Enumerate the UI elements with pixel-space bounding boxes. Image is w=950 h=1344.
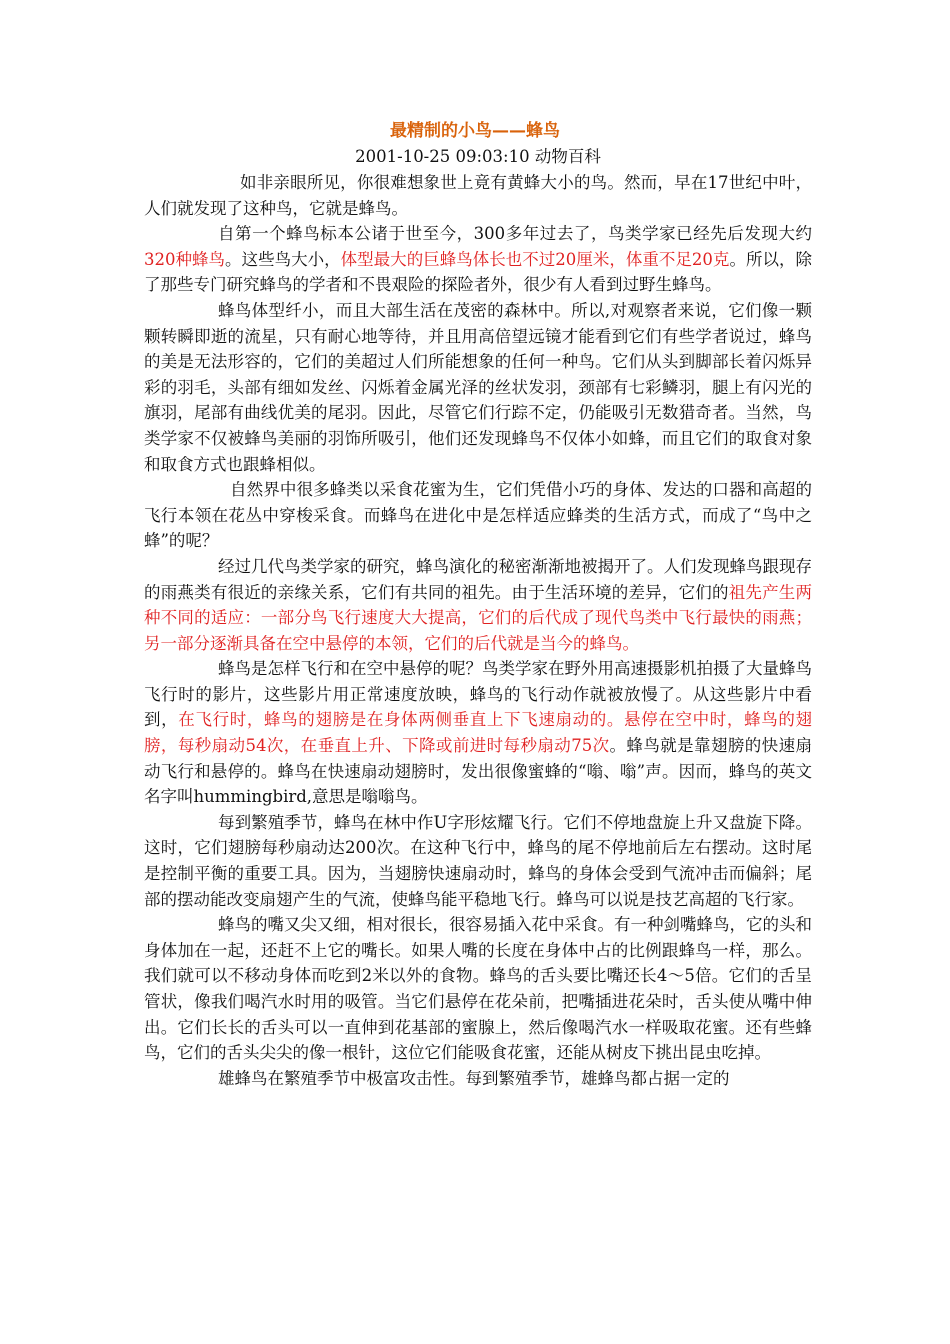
paragraph-2-text-c: 。这些鸟大小， bbox=[225, 249, 341, 269]
paragraph-2-text-a: 自第一个蜂鸟标本公诸于世至今，300多年过去了，鸟类学家已经先后发现大约 bbox=[218, 224, 812, 244]
paragraph-1: 如非亲眼所见，你很难想象世上竟有黄蜂大小的鸟。然而，早在17世纪中叶，人们就发现了这种鸟，它就是蜂鸟。 bbox=[144, 173, 812, 218]
paragraph-2-text-e: 。所以，除了那些专门研究蜂鸟的学者和不畏艰险的探险者外，很少有人看到过野生蜂鸟。 bbox=[144, 249, 812, 295]
document-page bbox=[144, 118, 812, 1091]
article-meta: 2001-10-25 09:03:10 动物百科 bbox=[355, 147, 601, 166]
paragraph-4: 自然界中很多蜂类以采食花蜜为生，它们凭借小巧的身体、发达的口器和高超的飞行本领在花丛中穿梭采食。而蜂鸟在进化中是怎样适应蜂类的生活方式，而成了“鸟中之蜂”的呢？ bbox=[144, 480, 812, 551]
paragraph-2 bbox=[144, 221, 812, 298]
paragraph-9: 雄蜂鸟在繁殖季节中极富攻击性。每到繁殖季节，雄蜂鸟都占据一定的 bbox=[218, 1068, 730, 1088]
paragraph-6-text-c: 。蜂鸟就是靠翅膀的快速扇动飞行和悬停的。蜂鸟在快速扇动翅膀时，发出很像蜜蜂的“嗡、嗡”声。因而，蜂鸟的英文名字叫hummingbird,意思是嗡嗡鸟。 bbox=[144, 736, 813, 807]
article-title: 最精制的小鸟——蜂鸟 bbox=[390, 121, 560, 141]
paragraph-6-text-a: 蜂鸟是怎样飞行和在空中悬停的呢？鸟类学家在野外用高速摄影机拍摄了大量蜂鸟飞行时的影片，这些影片用正常速度放映，蜂鸟的飞行动作就被放慢了。从这些影片中看到， bbox=[144, 659, 812, 730]
paragraph-5-highlight: 祖先产生两种不同的适应：一部分鸟飞行速度大大提高，它们的后代成了现代鸟类中飞行最快的雨燕；另一部分逐渐具备在空中悬停的本领，它们的后代就是当今的蜂鸟。 bbox=[144, 582, 813, 653]
paragraph-7: 每到繁殖季节，蜂鸟在林中作U字形炫耀飞行。它们不停地盘旋上升又盘旋下降。这时，它们翅膀每秒扇动达200次。在这种飞行中，蜂鸟的尾不停地前后左右摆动。这时尾是控制平衡的重要工具。因为，当翅膀快速扇动时，蜂鸟的身体会受到气流冲击而偏斜；尾部的摆动能改变扇翅产生的气流，使蜂鸟能平稳地飞行。蜂鸟可以说是技艺高超的飞行家。 bbox=[144, 812, 812, 909]
paragraph-5-text-a: 经过几代鸟类学家的研究，蜂鸟演化的秘密渐渐地被揭开了。人们发现蜂鸟跟现存的雨燕类有很近的亲缘关系，它们有共同的祖先。由于生活环境的差异，它们的 bbox=[144, 556, 812, 602]
paragraph-2-highlight-species: 320种蜂鸟 bbox=[144, 249, 226, 269]
paragraph-6-highlight: 在飞行时，蜂鸟的翅膀是在身体两侧垂直上下飞速扇动的。悬停在空中时，蜂鸟的翅膀，每秒扇动54次，在垂直上升、下降或前进时每秒扇动75次 bbox=[144, 710, 813, 756]
paragraph-5 bbox=[144, 554, 812, 656]
paragraph-6 bbox=[144, 656, 812, 810]
paragraph-2-highlight-size: 体型最大的巨蜂鸟体长也不过20厘米，体重不足20克 bbox=[340, 249, 730, 269]
paragraph-3: 蜂鸟体型纤小，而且大部生活在茂密的森林中。所以,对观察者来说，它们像一颗颗转瞬即逝的流星，只有耐心地等待，并且用高倍望远镜才能看到它们有些学者说过，蜂鸟的美是无法形容的，它们的美超过人们所能想象的任何一种鸟。它们从头到脚部长着闪烁异彩的羽毛，头部有细如发丝、闪烁着金属光泽的丝状发羽，颈部有七彩鳞羽，腿上有闪光的旗羽，尾部有曲线优美的尾羽。因此，尽管它们行踪不定，仍能吸引无数猎奇者。当然，鸟类学家不仅被蜂鸟美丽的羽饰所吸引，他们还发现蜂鸟不仅体小如蜂，而且它们的取食对象和取食方式也跟蜂相似。 bbox=[144, 300, 812, 474]
paragraph-8: 蜂鸟的嘴又尖又细，相对很长，很容易插入花中采食。有一种剑嘴蜂鸟，它的头和身体加在一起，还赶不上它的嘴长。如果人嘴的长度在身体中占的比例跟蜂鸟一样，那么。我们就可以不移动身体而吃到2米以外的食物。蜂鸟的舌头要比嘴还长4～5倍。它们的舌呈管状，像我们喝汽水时用的吸管。当它们悬停在花朵前，把嘴插进花朵时，舌头使从嘴中伸出。它们长长的舌头可以一直伸到花基部的蜜腺上，然后像喝汽水一样吸取花蜜。还有些蜂鸟，它们的舌头尖尖的像一根针，这位它们能吸食花蜜，还能从树皮下挑出昆虫吃掉。 bbox=[144, 915, 812, 1063]
